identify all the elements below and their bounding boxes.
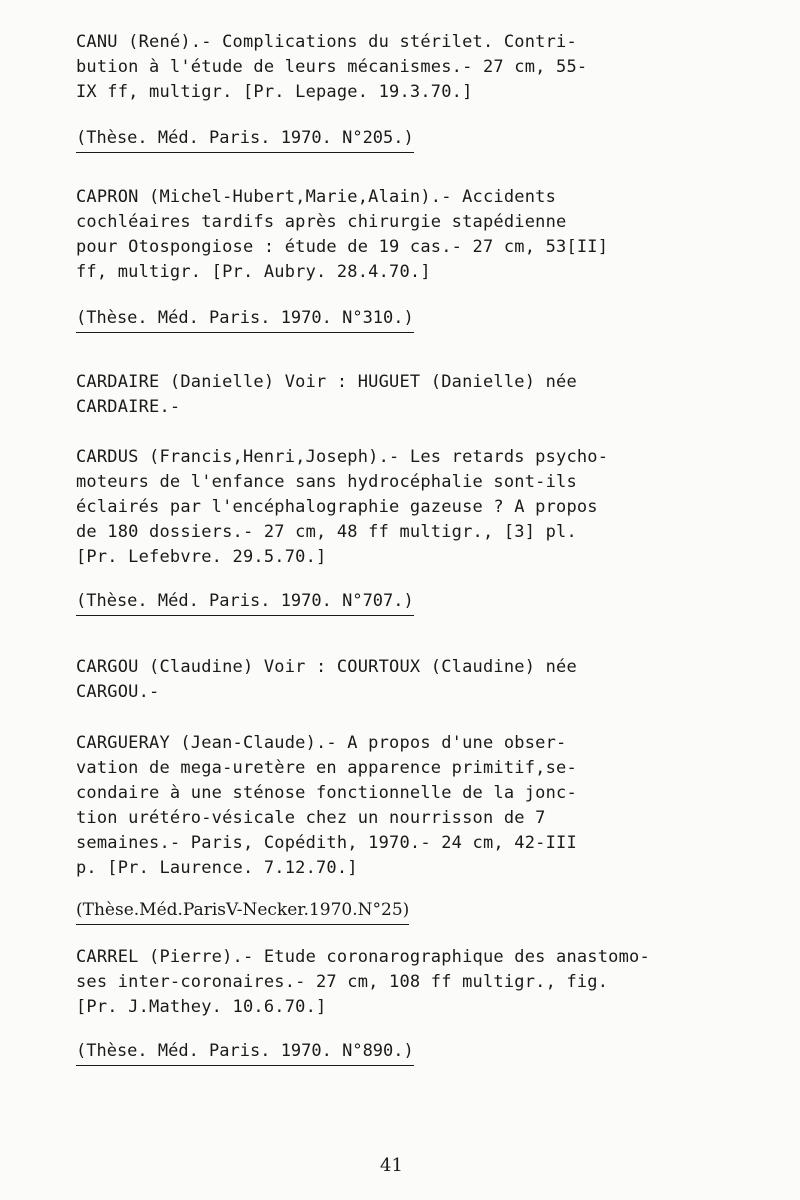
- entry-line: ff, multigr. [Pr. Aubry. 28.4.70.]: [76, 262, 431, 282]
- entry-cardaire: [76, 370, 716, 420]
- entry-line: pour Otospongiose : étude de 19 cas.- 27 cm, 53[II]: [76, 237, 609, 257]
- entry-capron: [76, 185, 716, 333]
- entry-line: vation de mega-uretère en apparence primitif,se-: [76, 758, 577, 778]
- thesis-citation: (Thèse. Méd. Paris. 1970. N°707.): [76, 590, 414, 616]
- entry-line: semaines.- Paris, Copédith, 1970.- 24 cm, 42-III: [76, 833, 577, 853]
- entry-line: condaire à une sténose fonctionnelle de la jonc-: [76, 783, 577, 803]
- entry-canu: [76, 30, 716, 153]
- thesis-citation: (Thèse. Méd. Paris. 1970. N°890.): [76, 1040, 414, 1066]
- entry-line: CARGUERAY (Jean-Claude).- A propos d'une obser-: [76, 733, 567, 753]
- entry-line: éclairés par l'encéphalographie gazeuse ? A propos: [76, 497, 598, 517]
- entry-line: bution à l'étude de leurs mécanismes.- 27 cm, 55-: [76, 57, 588, 77]
- entry-line: de 180 dossiers.- 27 cm, 48 ff multigr., [3] pl.: [76, 522, 577, 542]
- entry-line: CARREL (Pierre).- Etude coronarographique des anastomo-: [76, 947, 650, 967]
- entry-cardus: [76, 445, 716, 616]
- entry-line: CAPRON (Michel-Hubert,Marie,Alain).- Accidents: [76, 187, 557, 207]
- entry-line: IX ff, multigr. [Pr. Lepage. 19.3.70.]: [76, 82, 473, 102]
- entry-line: [Pr. Lefebvre. 29.5.70.]: [76, 547, 327, 567]
- entry-cargueray: [76, 731, 716, 925]
- entry-line: [Pr. J.Mathey. 10.6.70.]: [76, 997, 327, 1017]
- thesis-citation: (Thèse. Méd. Paris. 1970. N°205.): [76, 127, 414, 153]
- page-number: 41: [380, 1155, 403, 1176]
- entry-line: ses inter-coronaires.- 27 cm, 108 ff multigr., fig.: [76, 972, 609, 992]
- entry-line: moteurs de l'enfance sans hydrocéphalie sont-ils: [76, 472, 577, 492]
- entry-line: CARGOU.-: [76, 682, 160, 702]
- entry-line: CANU (René).- Complications du stérilet. Contri-: [76, 32, 577, 52]
- entry-line: p. [Pr. Laurence. 7.12.70.]: [76, 858, 358, 878]
- entry-line: CARDAIRE (Danielle) Voir : HUGUET (Danielle) née: [76, 372, 577, 392]
- entry-line: tion urétéro-vésicale chez un nourrisson de 7: [76, 808, 546, 828]
- entry-line: CARGOU (Claudine) Voir : COURTOUX (Claudine) née: [76, 657, 577, 677]
- thesis-citation: (Thèse. Méd. Paris. 1970. N°310.): [76, 307, 414, 333]
- entry-line: CARDAIRE.-: [76, 397, 181, 417]
- entry-line: cochléaires tardifs après chirurgie stapédienne: [76, 212, 567, 232]
- entry-cargou: [76, 655, 716, 705]
- entry-line: CARDUS (Francis,Henri,Joseph).- Les retards psycho-: [76, 447, 609, 467]
- entry-carrel: [76, 945, 716, 1066]
- thesis-citation: (Thèse.Méd.ParisV-Necker.1970.N°25): [76, 899, 409, 925]
